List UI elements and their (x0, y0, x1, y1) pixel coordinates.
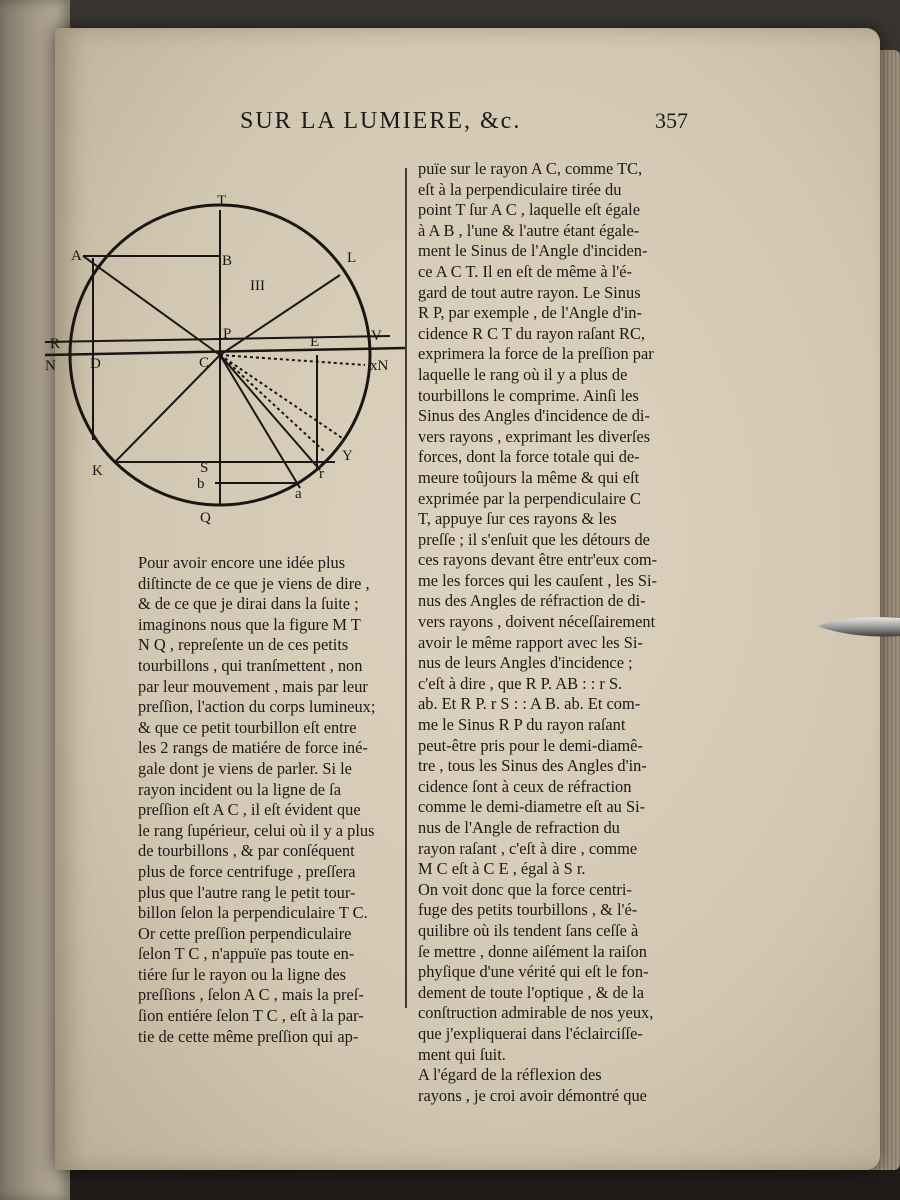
right-column-line: ſe mettre , donne aiſément la raiſon (418, 941, 647, 961)
right-column-line: phyſique d'une vérité qui eſt le fon- (418, 962, 649, 982)
left-column-line: tourbillons , qui tranſmettent , non (138, 655, 363, 675)
label-B: B (222, 253, 233, 269)
label-C: C (199, 355, 210, 371)
label-D: D (90, 356, 101, 372)
right-column-line: R P, par exemple , de l'Angle d'in- (418, 303, 642, 323)
left-column-line: ſion entiére ſelon T C , eſt à la par- (138, 1006, 364, 1026)
right-column-line: exprimée par la perpendiculaire C (418, 488, 641, 508)
right-column-line: ment le Sinus de l'Angle d'inciden- (418, 241, 648, 261)
label-R: R (50, 336, 61, 352)
right-column-line: rayon raſant , c'eſt à dire , comme (418, 838, 638, 858)
right-column-line: dement de toute l'optique , & de la (418, 982, 644, 1002)
right-column-line: preſſe ; il s'enſuit que les détours de (418, 529, 650, 549)
right-column-line: nus des Angles de réfraction de di- (418, 591, 646, 611)
label-K: K (92, 463, 103, 479)
left-column-line: plus que l'autre rang le petit tour- (138, 882, 356, 902)
left-column-line: plus de force centrifuge , preſſera (138, 861, 356, 881)
right-column-line: exprimera la force de la preſſion par (418, 344, 654, 364)
left-column-line: le rang ſupérieur, celui où il y a plus (138, 820, 375, 840)
label-r: r (319, 466, 324, 482)
right-column-line: me le Sinus R P du rayon raſant (418, 715, 626, 735)
bookmark-shape (818, 612, 900, 642)
right-column-line: ce A C T. Il en eſt de même à l'é- (418, 261, 632, 281)
right-column-line: tre , tous les Sinus des Angles d'in- (418, 756, 647, 776)
right-column-line: peut-être pris pour le demi-diamê- (418, 735, 643, 755)
left-column-line: preſſion, l'action du corps lumineux; (138, 697, 376, 717)
column-rule (405, 168, 407, 1008)
running-head: SUR LA LUMIERE, &c. (240, 108, 522, 134)
page-number: 357 (655, 108, 688, 133)
right-column-line: meure toûjours la même & qui eſt (418, 467, 640, 487)
right-column-line: nus de leurs Angles d'incidence ; (418, 653, 633, 673)
dotted-line-CN (220, 355, 365, 365)
right-column-line: rayons , je croi avoir démontré que (418, 1085, 647, 1105)
right-column-line: cidence R C T du rayon raſant RC, (418, 323, 645, 343)
right-column-line: quilibre où ils tendent ſans ceſſe à (418, 920, 639, 940)
right-column-line: eſt à la perpendiculaire tirée du (418, 179, 622, 199)
right-column-line: à A B , l'une & l'autre étant égale- (418, 220, 640, 240)
label-a: a (295, 486, 302, 502)
left-column-line: preſſions , ſelon A C , mais la preſ- (138, 985, 364, 1005)
left-column-line: imaginons nous que la figure M T (138, 614, 361, 634)
right-column-line: On voit donc que la force centri- (418, 879, 632, 899)
label-P: P (223, 326, 232, 342)
line-Ca (220, 355, 300, 488)
left-column-line: Or cette preſſion perpendiculaire (138, 923, 352, 943)
label-Y: Y (342, 448, 353, 464)
left-column-line: N Q , repreſente un de ces petits (138, 635, 349, 655)
label-T: T (217, 193, 227, 209)
right-column-line: vers rayons , doivent néceſſairement (418, 612, 656, 632)
left-column-line: & de ce que je dirai dans la ſuite ; (138, 594, 359, 614)
right-column-line: point T ſur A C , laquelle eſt égale (418, 200, 640, 220)
circle-diagram (45, 190, 415, 530)
left-column-line: billon ſelon la perpendiculaire T C. (138, 903, 368, 923)
label-V: V (371, 328, 382, 344)
left-column-line: les 2 rangs de matiére de force iné- (138, 738, 368, 758)
right-column-line: T, appuye ſur ces rayons & les (418, 509, 617, 529)
right-column-line: fuge des petits tourbillons , & l'é- (418, 900, 638, 920)
dotted-line-inner (220, 355, 325, 452)
right-column-line: laquelle le rang où il y a plus de (418, 364, 628, 384)
left-column-line: preſſion eſt A C , il eſt évident que (138, 800, 361, 820)
right-column-line: c'eſt à dire , que R P. AB : : r S. (418, 673, 623, 693)
label-S: S (200, 460, 209, 476)
label-xN: xN (370, 358, 389, 374)
right-column-line: avoir le même rapport avec les Si- (418, 632, 643, 652)
right-column-line: puïe sur le rayon A C, comme TC, (418, 159, 643, 178)
metal-bookmark (818, 612, 900, 646)
left-column-line: de tourbillons , & par conſéquent (138, 841, 355, 861)
label-L: L (347, 250, 357, 266)
left-column-line: tiére ſur le rayon ou la ligne des (138, 964, 346, 984)
right-column-line: que j'expliquerai dans l'éclairciſſe- (418, 1023, 643, 1043)
right-column-line: conſtruction admirable de nos yeux, (418, 1003, 654, 1023)
label-Q: Q (200, 510, 211, 526)
right-column-line: A l'égard de la réflexion des (418, 1065, 602, 1085)
label-A: A (71, 248, 82, 264)
right-column-line: forces, dont la force totale qui de- (418, 447, 640, 467)
left-column-line: Pour avoir encore une idée plus (138, 553, 346, 572)
label-N-left: N (45, 358, 56, 374)
right-column-line: cidence ſont à ceux de réfraction (418, 776, 632, 796)
right-column-line: ab. Et R P. r S : : A B. ab. Et com- (418, 694, 641, 714)
label-E: E (310, 334, 320, 350)
label-b: b (197, 476, 205, 492)
upper-line-RV (45, 336, 390, 342)
right-column-line: vers rayons , exprimant les diverſes (418, 426, 651, 446)
left-column-line: ſelon T C , n'appuïe pas toute en- (138, 944, 355, 964)
left-column-line: gale dont je viens de parler. Si le (138, 758, 352, 778)
right-column-line: ces rayons devant être entr'eux com- (418, 550, 658, 570)
right-column-line: nus de l'Angle de refraction du (418, 818, 620, 837)
line-CK (115, 355, 220, 462)
right-column-line: me les forces qui les cauſent , les Si- (418, 570, 657, 590)
right-column-line: comme le demi-diametre eſt au Si- (418, 797, 646, 817)
right-column-line: gard de tout autre rayon. Le Sinus (418, 282, 641, 302)
left-text-column (138, 553, 400, 1047)
left-column-line: par leur mouvement , mais par leur (138, 676, 368, 696)
line-CL (220, 275, 340, 355)
left-column-line: tie de cette même preſſion qui ap- (138, 1026, 359, 1046)
left-column-line: rayon incident ou la ligne de ſa (138, 779, 341, 799)
geometric-figure (45, 190, 415, 534)
right-column-line: Sinus des Angles d'incidence de di- (418, 406, 650, 426)
label-III: III (250, 278, 265, 294)
right-text-column (418, 159, 680, 1106)
left-column-line: diſtincte de ce que je viens de dire , (138, 573, 370, 593)
right-column-line: M C eſt à C E , égal à S r. (418, 859, 586, 879)
right-column-line: ment qui ſuit. (418, 1044, 506, 1064)
right-column-line: tourbillons le comprime. Ainſi les (418, 385, 639, 405)
left-column-line: & que ce petit tourbillon eſt entre (138, 717, 357, 737)
